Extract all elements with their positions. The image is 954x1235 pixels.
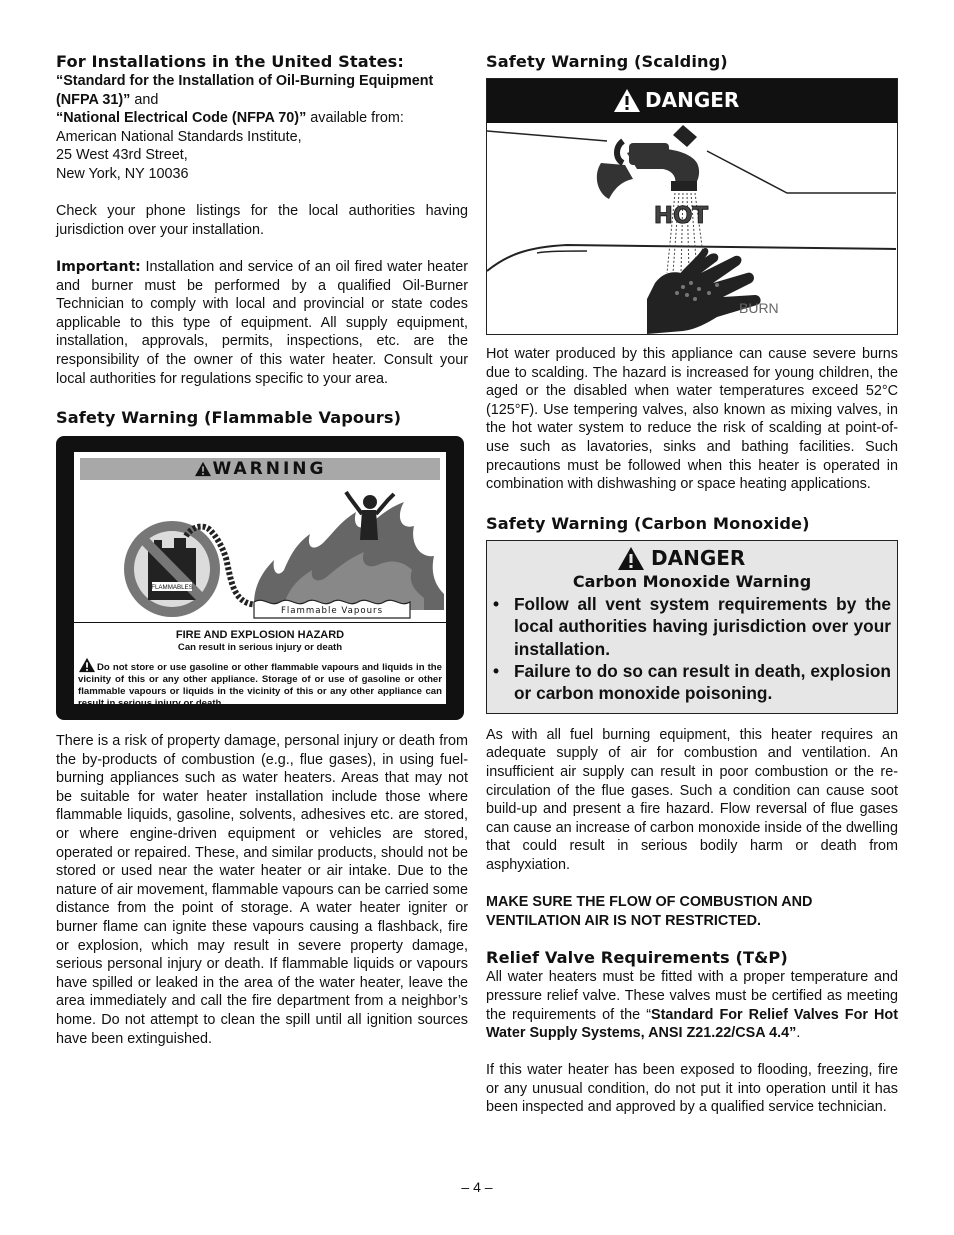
co-danger-label: DANGER xyxy=(651,545,746,570)
right-column xyxy=(486,52,898,1117)
flames-icon xyxy=(254,502,444,610)
list-item: • Failure to do so can result in death, explosion or carbon monoxide poisoning. xyxy=(493,660,891,705)
hazard-subtitle: Can result in serious injury or death xyxy=(177,642,343,654)
scalding-danger-label xyxy=(486,78,898,335)
hazard-body-text: Do not store or use gasoline or other flammable vapours and liquids in the vicinity of this or any other appliance. Storage of or use of gasoline or other flammable vapours or liquids in the vicinity of this or any other appliance can result in serious injury or death. xyxy=(78,662,442,710)
co-warning-list xyxy=(493,593,891,705)
warning-triangle-icon xyxy=(617,546,645,571)
address-line: American National Standards Institute, xyxy=(56,128,302,145)
flammable-vapours-caption: Flammable Vapours xyxy=(280,606,384,617)
co-warning-title: Carbon Monoxide Warning xyxy=(572,571,812,591)
hot-label: HOT xyxy=(653,203,709,229)
flammable-vapours-heading: Safety Warning (Flammable Vapours) xyxy=(56,408,402,428)
divider xyxy=(74,622,446,623)
important-label: Important: xyxy=(56,258,141,275)
flooding-paragraph: If this water heater has been exposed to flooding, freezing, fire or any unusual condition, do not put it into operation until it has been inspected and approved by a qualified service technician. xyxy=(486,1062,898,1116)
important-paragraph xyxy=(56,258,468,388)
relief-valve-paragraph xyxy=(486,968,898,1042)
important-text: Installation and service of an oil fired water heater and burner must be performed by a qualified Oil-Burner Technician to comply with local and provincial or state codes applicable to this type of equipment. All supply equipment, installation, approvals, permits, inspections, etc. are the responsibility of the owner of this water heater. Consult your local authorities for regulations specific to your area. xyxy=(56,258,468,387)
relief-text: All water heaters must be fitted with a proper temperature and pressure relief valve. These valves must be certified as meeting the requirements of the “ xyxy=(486,969,898,1023)
carbon-monoxide-heading: Safety Warning (Carbon Monoxide) xyxy=(486,513,810,533)
warning-triangle-icon xyxy=(194,461,212,477)
danger-header xyxy=(487,79,897,123)
us-installations-heading: For Installations in the United States: xyxy=(56,52,404,71)
and-text: and xyxy=(130,91,159,108)
flammable-warning-label xyxy=(56,436,464,720)
warning-title: WARNING xyxy=(212,459,327,480)
address-line: New York, NY 10036 xyxy=(56,165,189,182)
hazard-text-block xyxy=(78,628,442,710)
scalding-illustration xyxy=(487,123,896,334)
warning-triangle-icon xyxy=(613,88,641,113)
risk-paragraph: There is a risk of property damage, personal injury or death from the by-products of combustion (e.g., flue gases), in using fuel-burning appliances such as water heaters. Areas that may not be suitable for water heater installation include those where flammable liquids, gasoline, solvents, adhesives etc. are stored, or where engine-driven equipment or vehicles are stored, operated or repaired. These, and similar products, should not be stored or used near the water heater or air intake. Due to the nature of air movement, flammable vapours can be carried some distance from the point of storage. A water heater igniter or burner flame can ignite these vapours causing a flashback, fire or explosion, which may result in severe property damage, serious personal injury or death. If flammable liquids or vapours have spilled or leaked in the area of the water heater, leave the area immediately and call the fire department from a neighbor’s home. Do not attempt to clean the spill until all ignition sources have been extinguished. xyxy=(56,733,468,1047)
danger-label: DANGER xyxy=(645,88,740,112)
co-danger-box xyxy=(486,540,898,714)
list-item: • Follow all vent system requirements by the local authorities having jurisdiction over your installation. xyxy=(493,593,891,660)
combustion-air-paragraph: As with all fuel burning equipment, this heater requires an adequate supply of air for combustion and ventilation. An insufficient air supply can result in poor combustion or the re-circulation of the flue gases. Such a condition can cause soot build-up and present a fire hazard. Flow reversal of flue gases can cause an increase of carbon monoxide inside of the dwelling that could result in serious bodily harm or death from asphyxiation. xyxy=(486,726,898,873)
make-sure-notice: MAKE SURE THE FLOW OF COMBUSTION AND VENTILATION AIR IS NOT RESTRICTED. xyxy=(486,894,813,929)
hazard-body xyxy=(78,657,442,710)
relief-valve-heading: Relief Valve Requirements (T&P) xyxy=(486,948,788,968)
relief-standard-title: Standard For Relief Valves For Hot Water Supply Systems, ANSI Z21.22/CSA 4.4” xyxy=(486,1006,899,1042)
hazard-title: FIRE AND EXPLOSION HAZARD xyxy=(175,629,345,642)
no-flammables-icon xyxy=(124,521,220,617)
available-text: available from: xyxy=(306,110,404,127)
nfpa31-title: “Standard for the Installation of Oil-Burning Equipment (NFPA 31)” xyxy=(56,73,434,108)
warning-title-bar xyxy=(80,458,440,480)
scalding-heading: Safety Warning (Scalding) xyxy=(486,52,728,71)
scalding-paragraph: Hot water produced by this appliance can cause severe burns due to scalding. The hazard is increased for young children, the aged or the disabled when water temperatures exceed 52°C (125°F). Use tempering valves, also known as mixing valves, in the hot water system to reduce the risk of scalding at point-of-use such as lavatories, sinks and bathing facilities. Such precautions must be followed when this heater is operated in combination with dishwashing or space heating applications. xyxy=(486,346,898,493)
page-number: – 4 – xyxy=(461,1179,493,1195)
warning-label-body xyxy=(74,452,446,710)
standards-paragraph xyxy=(56,72,468,184)
flammables-can-label: FLAMMABLES xyxy=(151,584,193,592)
burn-label: BURN xyxy=(739,300,779,316)
left-column xyxy=(56,52,468,1048)
relief-text-end: . xyxy=(796,1025,801,1042)
address-line: 25 West 43rd Street, xyxy=(56,147,188,164)
flammable-vapours-illustration xyxy=(74,486,446,622)
nfpa70-title: “National Electrical Code (NFPA 70)” xyxy=(56,110,307,127)
co-danger-header xyxy=(493,543,891,571)
warning-triangle-icon xyxy=(78,657,96,673)
check-listings-paragraph: Check your phone listings for the local authorities having jurisdiction over your installation. xyxy=(56,203,468,238)
